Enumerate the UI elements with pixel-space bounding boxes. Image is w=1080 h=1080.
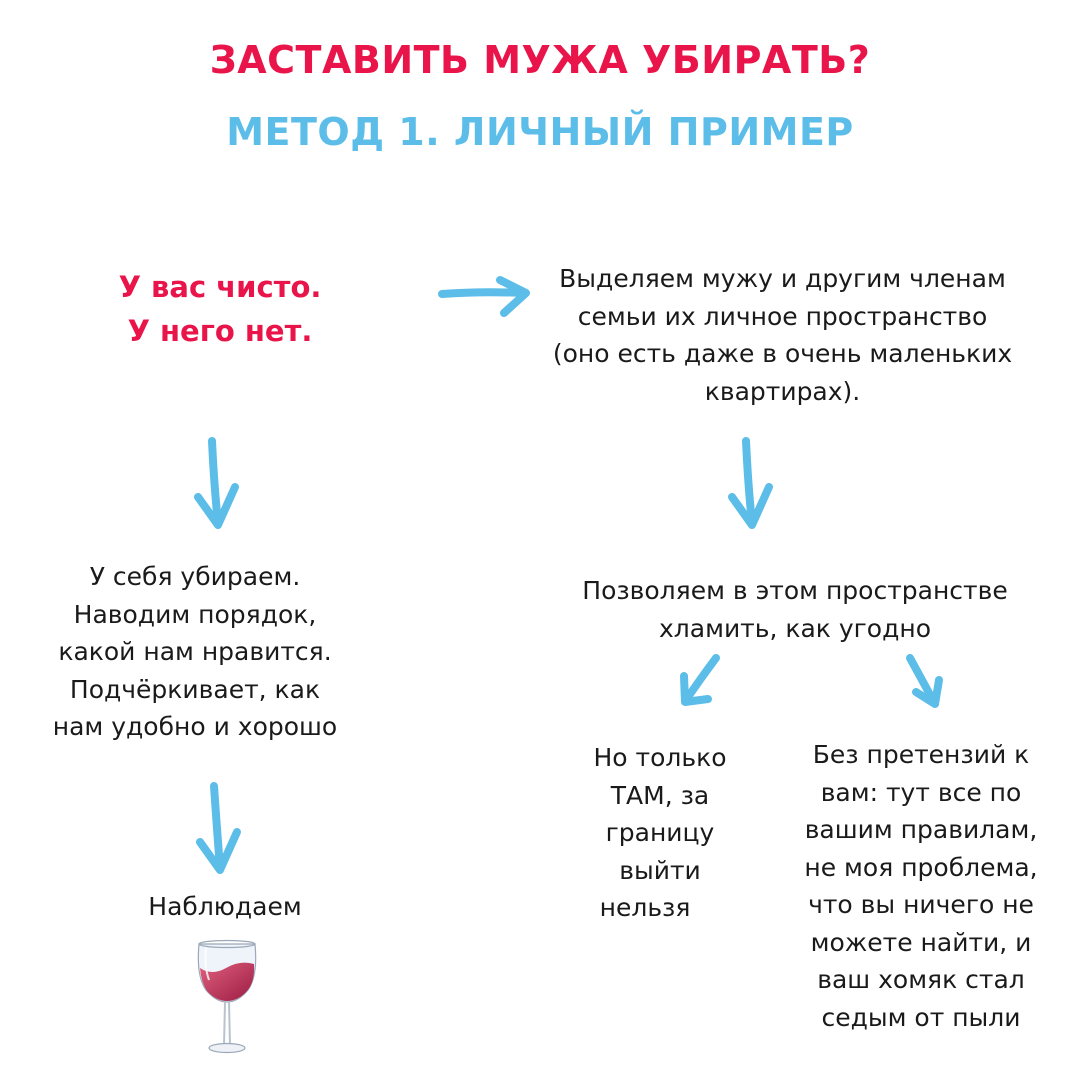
node-no-claims-line: седым от пыли xyxy=(821,1002,1021,1032)
node-clean-line: У себя убираем. xyxy=(89,562,301,591)
node-observe xyxy=(100,888,350,926)
node-space-line: квартирах). xyxy=(704,376,861,406)
node-no-claims-line: можете найти, и xyxy=(810,927,1032,957)
arrow-right-icon xyxy=(436,275,536,325)
node-start-line: У вас чисто. xyxy=(118,270,322,304)
node-observe-line: Наблюдаем xyxy=(148,892,302,921)
page-subtitle: МЕТОД 1. ЛИЧНЫЙ ПРИМЕР xyxy=(226,110,854,154)
node-start xyxy=(70,265,370,353)
node-only-there-line: ТАМ, за xyxy=(610,780,710,810)
node-no-claims-line: вам: тут все по xyxy=(820,777,1022,807)
node-no-claims-line: не моя проблема, xyxy=(804,852,1038,882)
arrow-down-icon xyxy=(190,435,250,535)
arrow-down-icon xyxy=(192,780,252,880)
node-space xyxy=(535,260,1030,410)
arrow-down-icon xyxy=(722,435,782,535)
node-space-line: Выделяем мужу и другим членам xyxy=(559,264,1006,293)
node-clean xyxy=(30,558,360,746)
node-no-claims xyxy=(790,736,1052,1036)
arrow-down-left-icon xyxy=(676,652,726,708)
node-allow xyxy=(560,572,1030,647)
node-allow-line: хламить, как угодно xyxy=(658,613,931,643)
node-no-claims-line: что вы ничего не xyxy=(808,890,1034,919)
wine-glass-icon xyxy=(192,938,262,1058)
node-start-line: У него нет. xyxy=(127,314,313,348)
node-clean-line: какой нам нравится. xyxy=(58,637,332,666)
node-no-claims-line: вашим правилам, xyxy=(804,815,1038,844)
node-only-there-line: выйти xyxy=(619,855,701,885)
node-only-there-line: границу xyxy=(605,818,715,847)
arrow-down-right-icon xyxy=(902,652,948,710)
node-no-claims-line: Без претензий к xyxy=(812,740,1030,769)
node-clean-line: Наводим порядок, xyxy=(73,599,317,629)
page-title: ЗАСТАВИТЬ МУЖА УБИРАТЬ? xyxy=(209,38,871,82)
node-clean-line: нам удобно и хорошо xyxy=(52,712,338,741)
node-allow-line: Позволяем в этом пространстве xyxy=(582,576,1008,605)
node-no-claims-line: ваш хомяк стал xyxy=(817,965,1025,994)
node-only-there xyxy=(570,739,750,927)
node-space-line: семьи их личное пространство xyxy=(577,301,988,331)
node-only-there-line: нельзя xyxy=(599,893,691,922)
node-clean-line: Подчёркивает, как xyxy=(69,674,321,704)
node-space-line: (оно есть даже в очень маленьких xyxy=(552,339,1013,368)
node-only-there-line: Но только xyxy=(593,743,727,772)
